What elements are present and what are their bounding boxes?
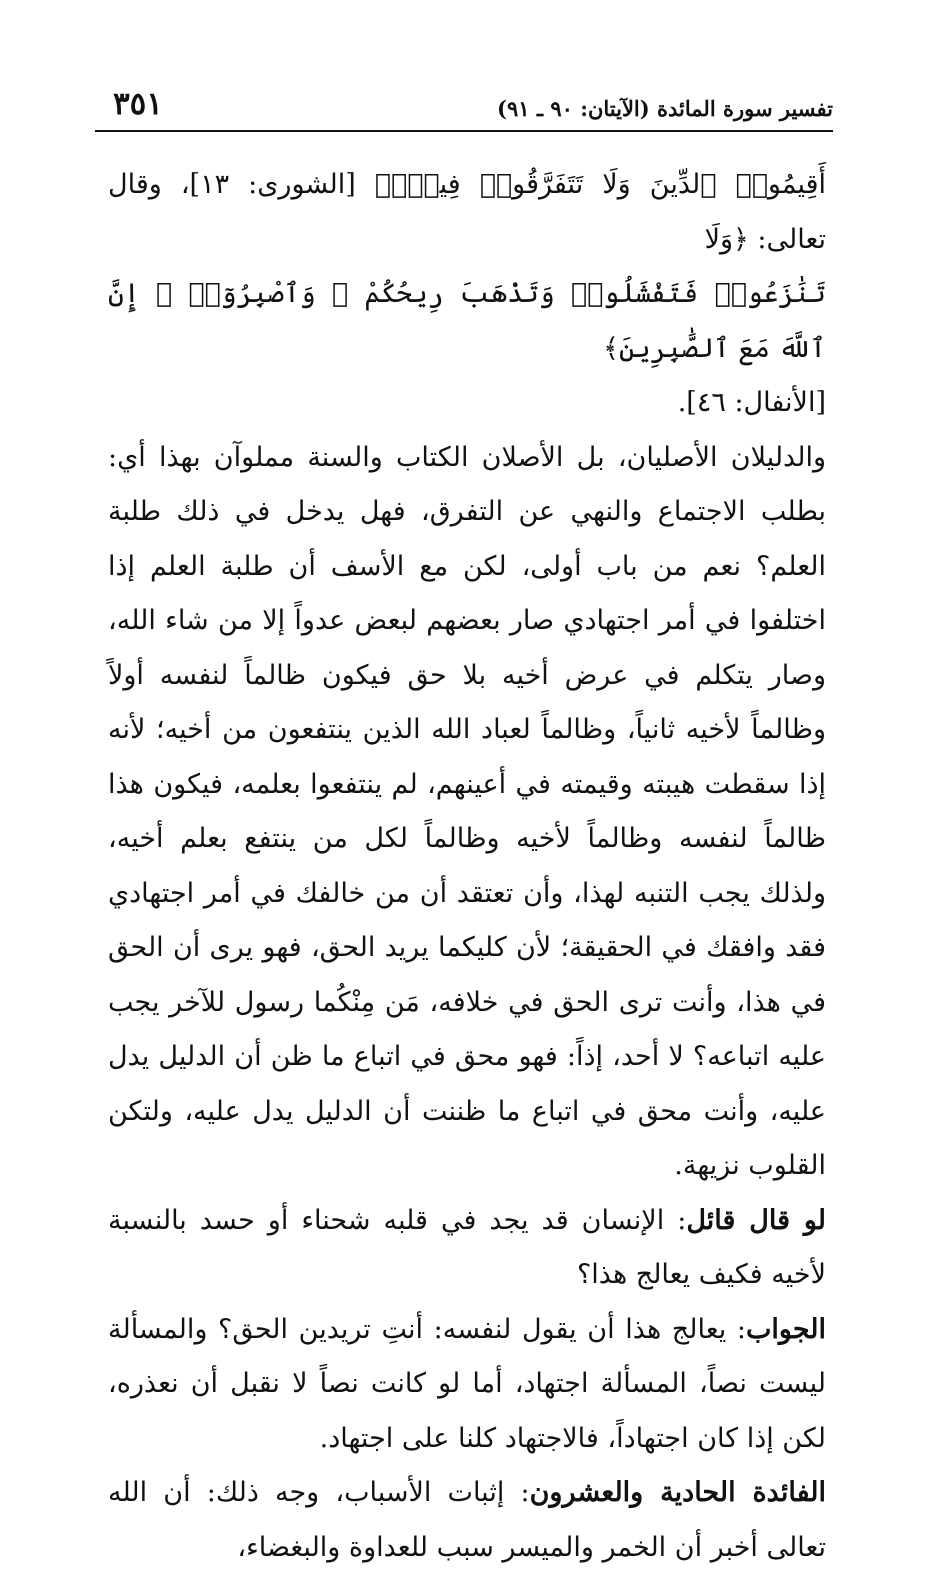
- page-number: ٣٥١: [113, 86, 163, 122]
- header-divider: [95, 130, 833, 132]
- paragraph-benefit-21: [108, 1466, 826, 1575]
- quran-quote: [108, 158, 826, 431]
- answer-text: : يعالج هذا أن يقول لنفسه: أنتِ تريدين الحق؟ والمسألة ليست نصاً، المسألة اجتهاد، أما لو كانت نصاً لا نقبل أن نعذره، لكن إذا كان اجتهاداً، فالاجتهاد كلنا على اجتهاد.: [108, 1313, 826, 1454]
- benefit-text: : إثبات الأسباب، وجه ذلك: أن الله تعالى أخبر أن الخمر والميسر سبب للعداوة والبغضاء،: [108, 1477, 826, 1563]
- paragraph-answer: [108, 1303, 826, 1467]
- benefit-lead: الفائدة الحادية والعشرون: [529, 1477, 826, 1508]
- paragraph-principles: والدليلان الأصليان، بل الأصلان الكتاب والسنة مملوآن بهذا أي: بطلب الاجتماع والنهي عن التفرق، فهل يدخل في ذلك طلبة العلم؟ نعم من باب أولى، لكن مع الأسف أن طلبة العلم إذا اختلفوا في أمر اجتهادي صار بعضهم لبعض عدواً إلا من شاء الله، وصار يتكلم في عرض أخيه بلا حق فيكون ظالماً لنفسه أولاً وظالماً لأخيه ثانياً، وظالماً لعباد الله الذين ينتفعون من أخيه؛ لأنه إذا سقطت هيبته وقيمته في أعينهم، لم ينتفعوا بعلمه، فيكون هذا ظالماً لنفسه وظالماً لأخيه وظالماً لكل من ينتفع بعلم أخيه، ولذلك يجب التنبه لهذا، وأن تعتقد أن من خالفك في أمر اجتهادي فقد وافقك في الحقيقة؛ لأن كليكما يريد الحق، فهو يرى أن الحق في هذا، وأنت ترى الحق في خلافه، مَن مِنْكُما رسول للآخر يجب عليه اتباعه؟ لا أحد، إذاً: فهو محق في اتباع ما ظن أن الدليل يدل عليه، وأنت محق في اتباع ما ظننت أن الدليل يدل عليه، ولتكن القلوب نزيهة.: [108, 441, 826, 1181]
- quote-line-2: تَنَٰزَعُوا۟ فَتَفْشَلُوا۟ وَتَذْهَبَ رِيحُكُمْ ۖ وَٱصْبِرُوٓا۟ ۚ إِنَّ ٱللَّهَ مَعَ ٱلصَّٰبِرِينَ﴾: [108, 278, 826, 364]
- answer-lead: الجواب: [745, 1313, 826, 1345]
- question-text: : الإنسان قد يجد في قلبه شحناء أو حسد بالنسبة لأخيه فكيف يعالج هذا؟: [108, 1204, 826, 1290]
- paragraph-question: [108, 1194, 826, 1303]
- quote-line-1: أَقِيمُوا۟ ٱلدِّينَ وَلَا تَتَفَرَّقُوا۟ فِيهِۚ﴾ [الشورى: ١٣]، وقال تعالى: ﴿وَلَا: [108, 169, 827, 255]
- running-title: تفسير سورة المائدة (الآيتان: ٩٠ ـ ٩١): [497, 96, 833, 121]
- question-lead: لو قال قائل: [686, 1204, 826, 1236]
- quote-line-3: [الأنفال: ٤٦].: [677, 387, 826, 418]
- page-body: [108, 158, 826, 1575]
- page-header: [95, 82, 833, 128]
